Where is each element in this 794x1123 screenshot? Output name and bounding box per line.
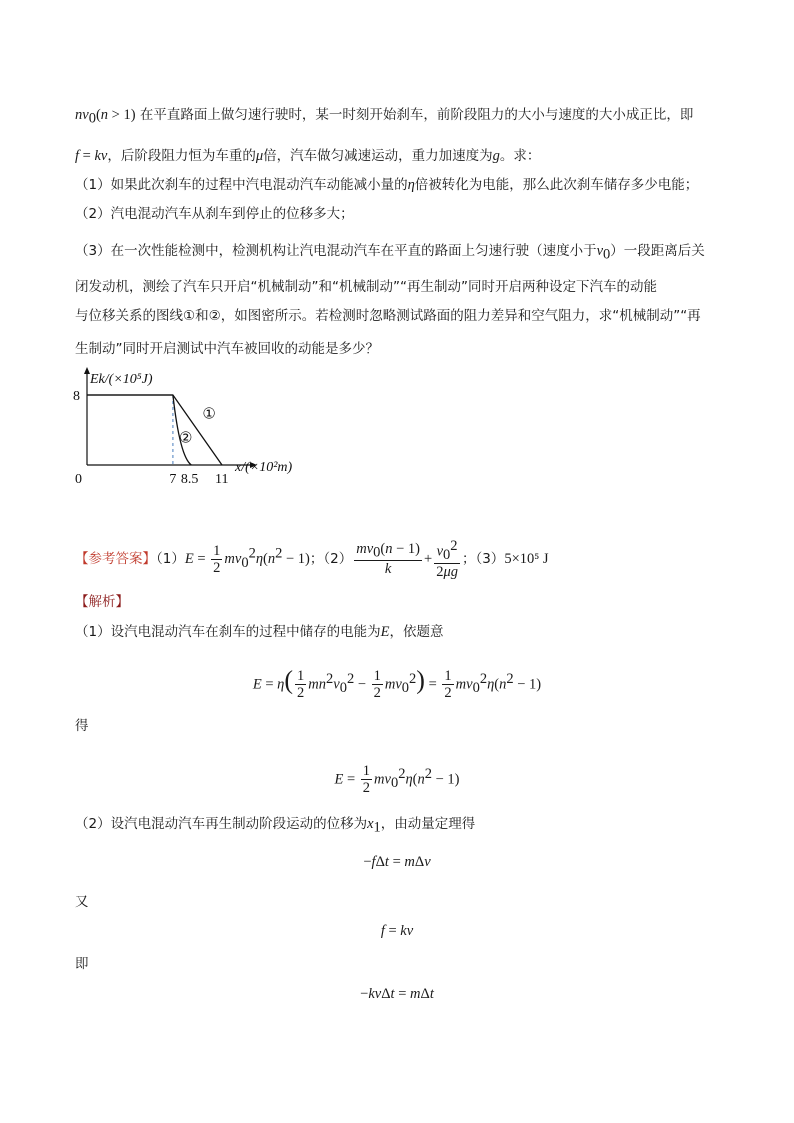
x-tick-label: 7 bbox=[169, 472, 177, 487]
problem-line-2: f = kv，后阶段阻力恒为车重的μ倍，汽车做匀减速运动，重力加速度为g。求： bbox=[75, 148, 541, 164]
equation-4: f = kv bbox=[380, 923, 414, 939]
question-3-line-3: 与位移关系的图线①和②，如图密所示。若检测时忽略测试路面的阻力差异和空气阻力，求“机械制动”“再 bbox=[75, 308, 701, 324]
equation-1: E = η( $\frac{1}{2}$ $mn^2v_0^2$ − $\frac{1}{2}$ $mv_0^2$) = $\frac{1}{2}$ $mv_0^2\eta(n^2 - 1)$ bbox=[252, 665, 542, 701]
energy-displacement-chart bbox=[60, 362, 380, 492]
y-axis-label: Ek/(×10⁵J) bbox=[90, 372, 153, 387]
x-tick-label: 11 bbox=[215, 472, 229, 487]
question-2: （2）汽电混动汽车从刹车到停止的位移多大； bbox=[75, 206, 354, 222]
x-axis-label: x/(×10²m) bbox=[235, 460, 293, 475]
question-3-line-1: （3）在一次性能检测中，检测机构让汽电混动汽车在平直的路面上匀速行驶（速度小于$v_0$）一段距离后关 bbox=[75, 243, 705, 263]
question-1: （1）如果此次刹车的过程中汽电混动汽车动能减小量的η倍被转化为电能，那么此次刹车储存多少电能； bbox=[75, 177, 699, 193]
analysis-de: 得 bbox=[75, 718, 89, 734]
series-1-line bbox=[87, 395, 222, 465]
problem-line-1: $nv_0(n > 1)$ 在平直路面上做匀速行驶时，某一时刻开始刹车，前阶段阻力的大小与速度的大小成正比，即 bbox=[75, 107, 694, 127]
analysis-ji: 即 bbox=[75, 956, 89, 972]
analysis-label: 【解析】 bbox=[75, 594, 129, 610]
answer-label: 【参考答案】 bbox=[75, 551, 156, 568]
x-tick-label: 8.5 bbox=[180, 472, 199, 487]
analysis-step-1: （1）设汽电混动汽车在刹车的过程中储存的电能为E，依题意 bbox=[75, 624, 444, 640]
series-1-label: ① bbox=[202, 406, 216, 423]
question-3-line-2: 闭发动机，测绘了汽车只开启“机械制动”和“机械制动”“再生制动”同时开启两种设定下汽车的动能 bbox=[75, 279, 657, 295]
reference-answer: 【参考答案】（1）E = $\frac{1}{2}$ $mv_0^2\eta(n^2 - 1)$；（2） $\frac{mv_0(n - 1)}{k}$ + $\frac{v_0^2}{2\mu g}$ ；（3）5×10⁵ J bbox=[75, 538, 549, 581]
equation-2: E = $\frac{1}{2}$ $mv_0^2\eta(n^2 - 1)$ bbox=[334, 763, 460, 796]
x-tick-label: 0 bbox=[75, 472, 82, 487]
analysis-you: 又 bbox=[75, 894, 89, 910]
equation-5: −kvΔt = mΔt bbox=[360, 986, 434, 1002]
analysis-step-2: （2）设汽电混动汽车再生制动阶段运动的位移为$x_1$，由动量定理得 bbox=[75, 816, 476, 836]
question-3-line-4: 生制动”同时开启测试中汽车被回收的动能是多少？ bbox=[75, 341, 379, 357]
series-2-label: ② bbox=[179, 430, 193, 447]
y-tick-label: 8 bbox=[73, 389, 80, 404]
equation-3: −fΔt = mΔv bbox=[363, 854, 431, 870]
